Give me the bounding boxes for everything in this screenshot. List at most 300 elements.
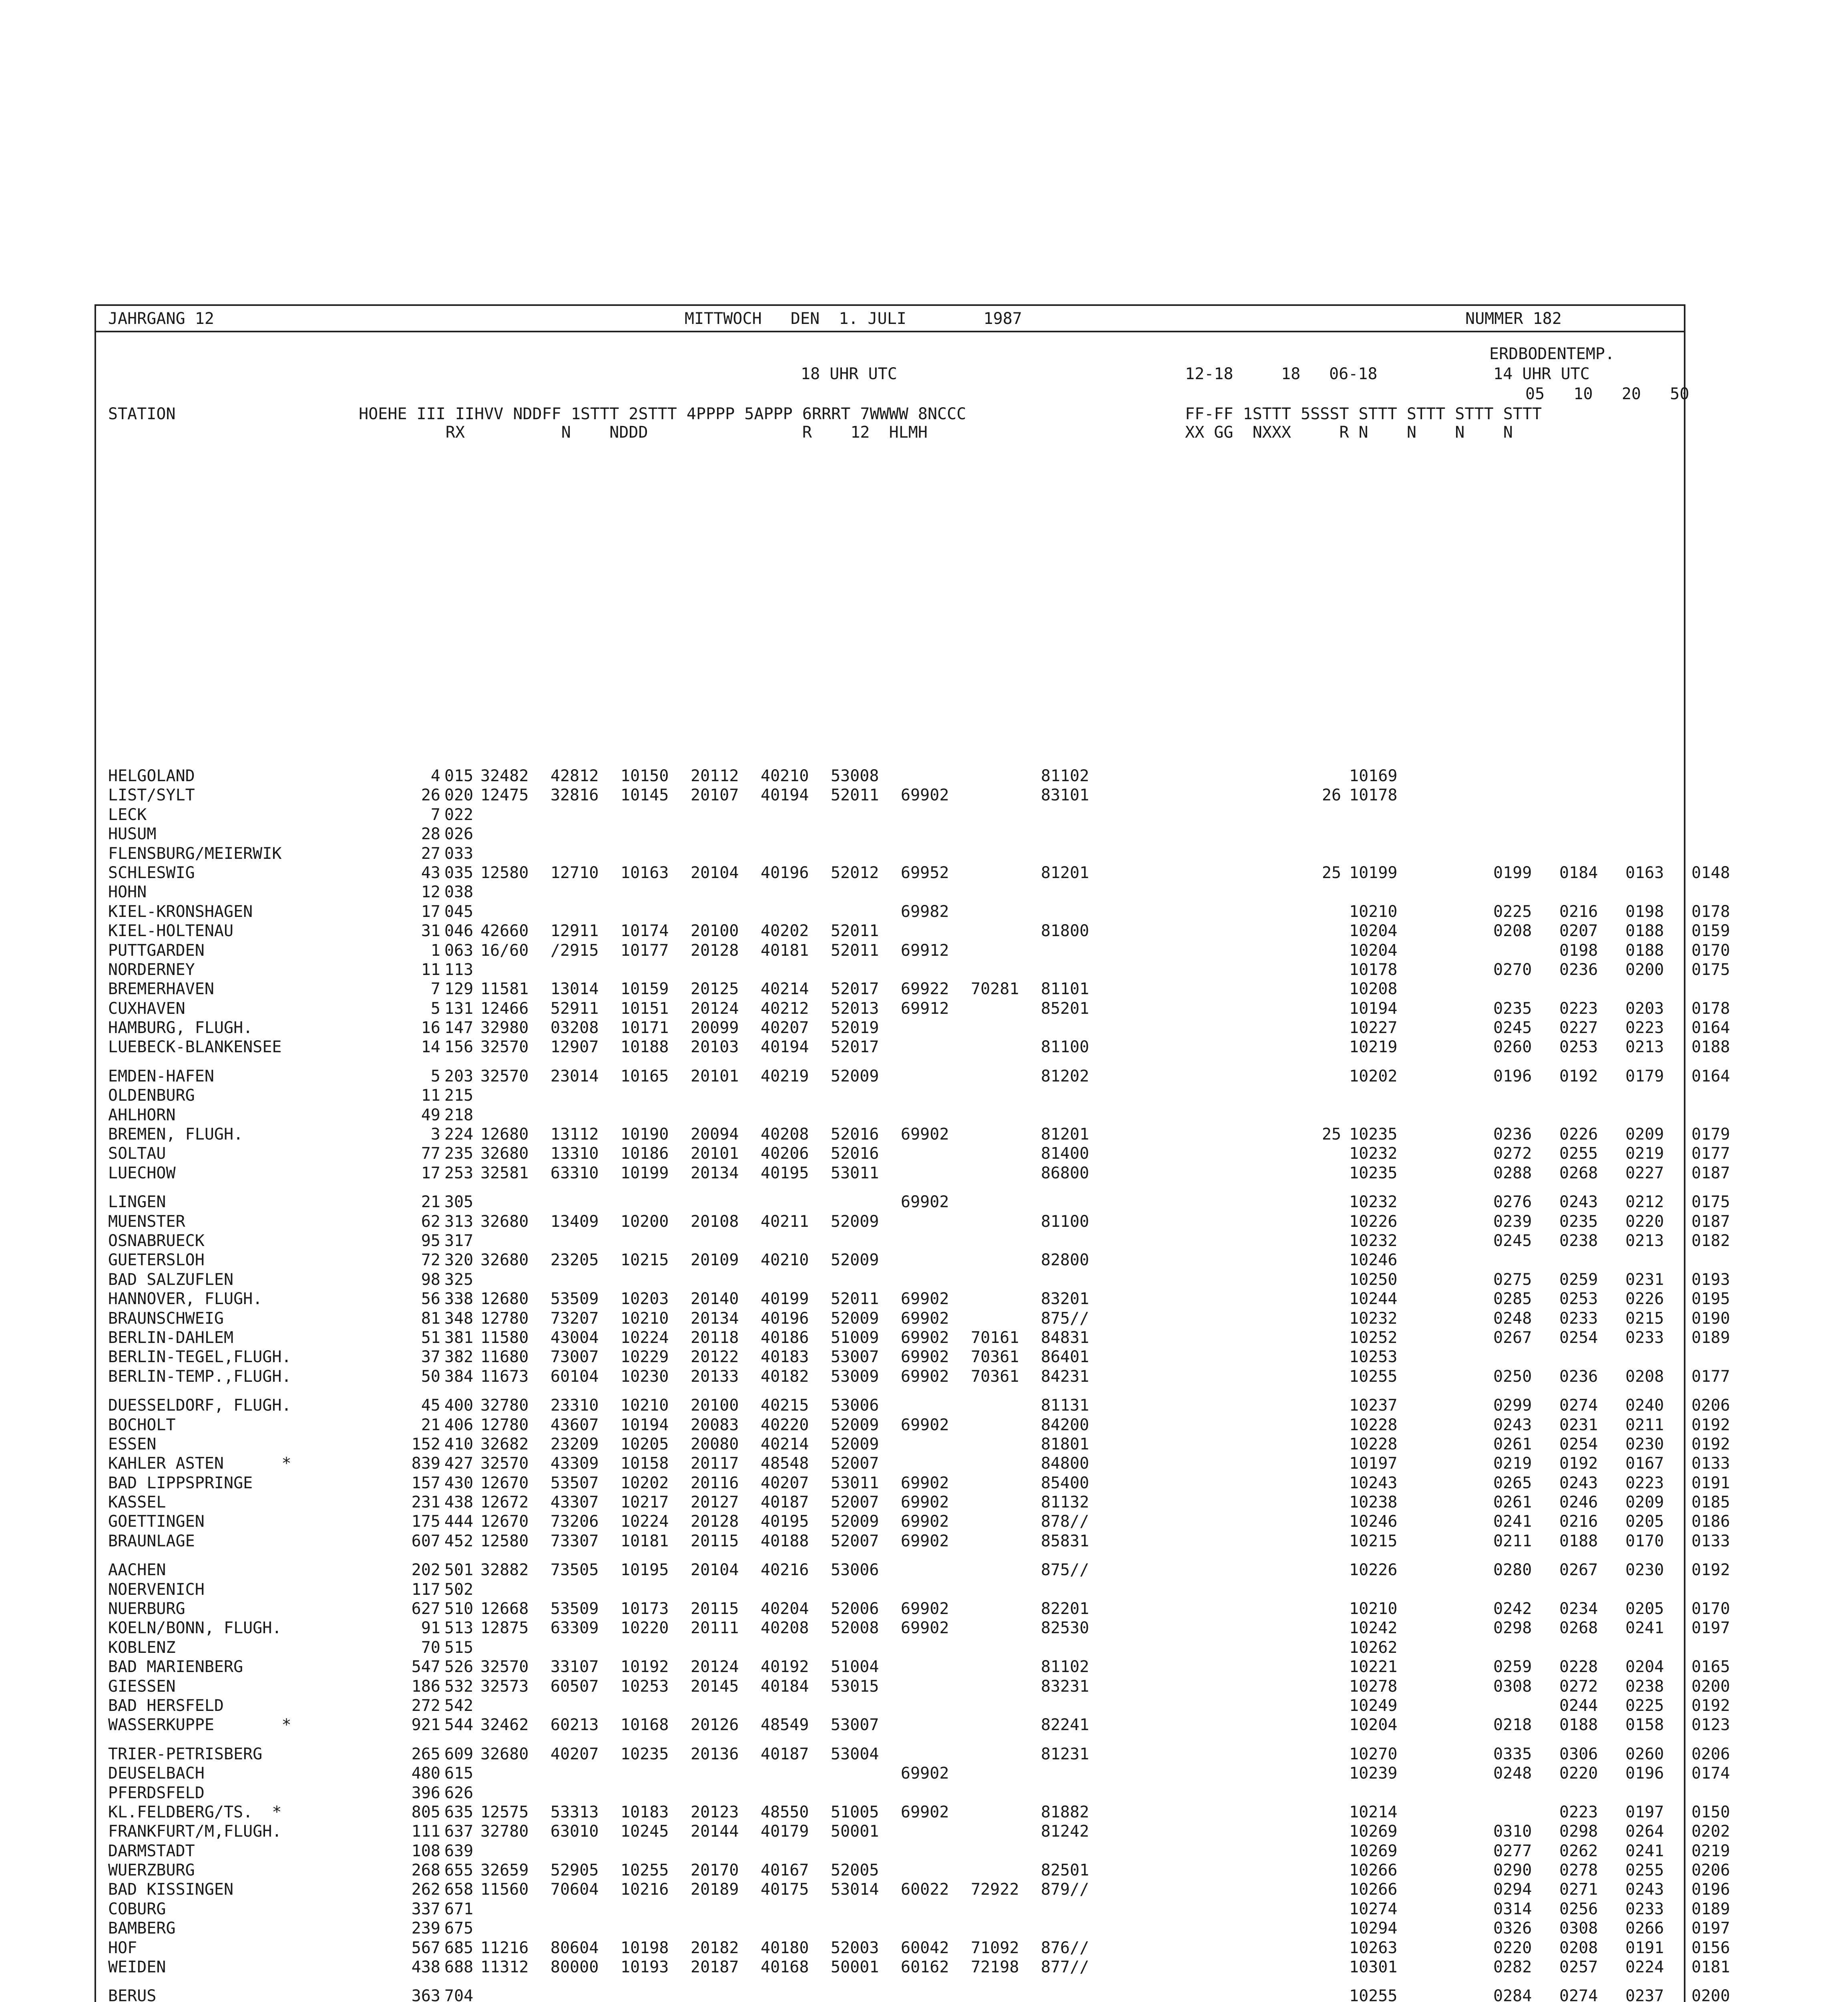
cell-b: 73307 <box>550 1532 599 1550</box>
cell-ff: 26 <box>1322 786 1341 805</box>
cell-d: 20124 <box>691 999 739 1018</box>
cell-s2: 0198 <box>1559 941 1598 960</box>
cell-a: 32980 <box>480 1019 529 1037</box>
cell-s1: 0220 <box>1493 1938 1532 1957</box>
cell-ts: 10243 <box>1349 1473 1398 1492</box>
cell-ts: 10237 <box>1349 1396 1398 1415</box>
cell-st: WEIDEN <box>108 1958 166 1977</box>
cell-ho: 56 <box>421 1290 440 1309</box>
cell-ts: 10270 <box>1349 1745 1398 1763</box>
cell-e: 40187 <box>761 1745 809 1763</box>
cell-s1: 0261 <box>1493 1493 1532 1512</box>
cell-ts: 10238 <box>1349 1493 1398 1512</box>
cell-i: 82201 <box>1041 1600 1089 1618</box>
cell-s3: 0215 <box>1625 1309 1664 1328</box>
cell-c: 10174 <box>621 922 669 941</box>
cell-d: 20107 <box>691 786 739 805</box>
cell-a: 32581 <box>480 1164 529 1182</box>
cell-s1: 0308 <box>1493 1677 1532 1696</box>
cell-ho: 70 <box>421 1638 440 1657</box>
cell-f: 53014 <box>831 1880 879 1899</box>
table-row <box>96 1677 1730 1696</box>
cell-s4: 0178 <box>1691 902 1730 921</box>
cell-g: 69902 <box>901 1328 949 1347</box>
cell-st: WUERZBURG <box>108 1861 195 1880</box>
cell-ts: 10232 <box>1349 1309 1398 1328</box>
cell-s3: 0198 <box>1625 902 1664 921</box>
cell-st: HAMBURG, FLUGH. <box>108 1019 253 1037</box>
cell-s1: 0211 <box>1493 1532 1532 1550</box>
cell-i: 878// <box>1041 1512 1089 1531</box>
cell-ho: 117 <box>411 1580 440 1599</box>
cell-st: NORDERNEY <box>108 960 195 979</box>
cell-s3: 0203 <box>1625 999 1664 1018</box>
cell-ho: 21 <box>421 1193 440 1212</box>
cell-st: BAD LIPPSPRINGE <box>108 1473 253 1492</box>
cell-iii: 609 <box>444 1745 474 1763</box>
cell-s4: 0164 <box>1691 1019 1730 1037</box>
cell-iii: 502 <box>444 1580 474 1599</box>
cell-s4: 0175 <box>1691 960 1730 979</box>
cell-s4: 0202 <box>1691 1822 1730 1841</box>
cell-e: 40214 <box>761 980 809 999</box>
cell-st: OLDENBURG <box>108 1086 195 1105</box>
cell-ts: 10266 <box>1349 1880 1398 1899</box>
cell-st: COBURG <box>108 1899 166 1918</box>
cell-b: 60213 <box>550 1716 599 1735</box>
cell-s2: 0255 <box>1559 1144 1598 1163</box>
cell-s4: 0165 <box>1691 1658 1730 1676</box>
cell-s3: 0230 <box>1625 1561 1664 1580</box>
cell-ts: 10249 <box>1349 1696 1398 1715</box>
cell-s4: 0170 <box>1691 941 1730 960</box>
cell-c: 10192 <box>621 1658 669 1676</box>
cell-st: PUTTGARDEN <box>108 941 205 960</box>
cell-e: 40180 <box>761 1938 809 1957</box>
cell-b: 03208 <box>550 1019 599 1037</box>
cell-ff: 25 <box>1322 1125 1341 1144</box>
table-row <box>96 1037 1730 1057</box>
cell-f: 50001 <box>831 1822 879 1841</box>
cell-e: 40216 <box>761 1561 809 1580</box>
cell-iii: 156 <box>444 1038 474 1057</box>
cell-s1: 0250 <box>1493 1367 1532 1386</box>
cell-f: 51004 <box>831 1658 879 1676</box>
cell-ts: 10210 <box>1349 902 1398 921</box>
table-row <box>96 1106 1684 1125</box>
cell-e: 40202 <box>761 922 809 941</box>
cell-st: BERLIN-DAHLEM <box>108 1328 234 1347</box>
cell-ts: 10178 <box>1349 786 1398 805</box>
cell-d: 20094 <box>691 1125 739 1144</box>
cell-ho: 152 <box>411 1435 440 1453</box>
table-row <box>96 1618 1730 1638</box>
cell-f: 53004 <box>831 1745 879 1763</box>
cell-a: 32462 <box>480 1716 529 1735</box>
cell-s4: 0164 <box>1691 1067 1730 1085</box>
cell-c: 10183 <box>621 1803 669 1821</box>
cell-c: 10215 <box>621 1251 669 1270</box>
cell-i: 81242 <box>1041 1822 1089 1841</box>
cell-b: 23014 <box>550 1067 599 1085</box>
cell-f: 53006 <box>831 1396 879 1415</box>
cell-d: 20170 <box>691 1861 739 1880</box>
cell-ff: 25 <box>1322 863 1341 882</box>
cell-iii: 305 <box>444 1193 474 1212</box>
cell-h: 70161 <box>971 1328 1019 1347</box>
cell-b: 13112 <box>550 1125 599 1144</box>
cell-iii: 515 <box>444 1638 474 1657</box>
cell-ho: 21 <box>421 1415 440 1434</box>
table-row <box>96 1803 1730 1822</box>
cell-ho: 72 <box>421 1251 440 1270</box>
cell-iii: 026 <box>444 825 474 844</box>
cell-f: 52008 <box>831 1619 879 1638</box>
cell-iii: 544 <box>444 1716 474 1735</box>
cell-d: 20108 <box>691 1212 739 1231</box>
cell-iii: 022 <box>444 805 474 824</box>
cell-f: 51005 <box>831 1803 879 1821</box>
cell-i: 879// <box>1041 1880 1089 1899</box>
cell-g: 60162 <box>901 1958 949 1977</box>
cell-ts: 10294 <box>1349 1919 1398 1938</box>
cell-s4: 0206 <box>1691 1745 1730 1763</box>
cell-ts: 10204 <box>1349 941 1398 960</box>
table-row <box>96 844 1684 863</box>
cell-h: 72922 <box>971 1880 1019 1899</box>
cell-e: 40207 <box>761 1473 809 1492</box>
cell-a: 12780 <box>480 1309 529 1328</box>
cell-ts: 10266 <box>1349 1861 1398 1880</box>
cell-e: 40194 <box>761 1038 809 1057</box>
cell-st: KL.FELDBERG/TS. * <box>108 1803 282 1821</box>
cell-g: 69902 <box>901 1309 949 1328</box>
table-row <box>96 1415 1730 1435</box>
cell-i: 83231 <box>1041 1677 1089 1696</box>
cell-d: 20127 <box>691 1493 739 1512</box>
cell-e: 40182 <box>761 1367 809 1386</box>
cell-s2: 0216 <box>1559 1512 1598 1531</box>
cell-s1: 0248 <box>1493 1764 1532 1783</box>
cell-ho: 28 <box>421 825 440 844</box>
cell-s4: 0187 <box>1691 1164 1730 1182</box>
cell-iii: 526 <box>444 1658 474 1676</box>
cell-c: 10203 <box>621 1290 669 1309</box>
cell-iii: 438 <box>444 1493 474 1512</box>
cell-s1: 0243 <box>1493 1415 1532 1434</box>
cell-d: 20115 <box>691 1600 739 1618</box>
cell-a: 12466 <box>480 999 529 1018</box>
cell-b: 13014 <box>550 980 599 999</box>
cell-ho: 3 <box>430 1125 440 1144</box>
cell-ho: 50 <box>421 1367 440 1386</box>
cell-st: MUENSTER <box>108 1212 185 1231</box>
cell-e: 40168 <box>761 1958 809 1977</box>
cell-i: 83201 <box>1041 1290 1089 1309</box>
cell-iii: 045 <box>444 902 474 921</box>
cell-g: 69902 <box>901 1193 949 1212</box>
table-row <box>96 882 1684 902</box>
cell-s1: 0267 <box>1493 1328 1532 1347</box>
cell-g: 69902 <box>901 1532 949 1550</box>
cell-st: HUSUM <box>108 825 157 844</box>
cell-f: 52009 <box>831 1415 879 1434</box>
cell-i: 82501 <box>1041 1861 1089 1880</box>
cell-s2: 0216 <box>1559 902 1598 921</box>
cell-d: 20122 <box>691 1348 739 1367</box>
cell-d: 20101 <box>691 1144 739 1163</box>
cell-c: 10205 <box>621 1435 669 1453</box>
cell-s1: 0218 <box>1493 1716 1532 1735</box>
cell-ts: 10228 <box>1349 1435 1398 1453</box>
cell-ho: 62 <box>421 1212 440 1231</box>
cell-s4: 0189 <box>1691 1899 1730 1918</box>
cell-g: 60022 <box>901 1880 949 1899</box>
cell-s3: 0200 <box>1625 960 1664 979</box>
cell-d: 20134 <box>691 1164 739 1182</box>
erdbodentemp-label: ERDBODENTEMP. <box>1489 345 1615 363</box>
station-table <box>96 766 1730 2002</box>
cell-h: 72198 <box>971 1958 1019 1977</box>
cell-e: 40184 <box>761 1677 809 1696</box>
cell-iii: 035 <box>444 863 474 882</box>
cell-i: 86401 <box>1041 1348 1089 1367</box>
cell-s3: 0212 <box>1625 1193 1664 1212</box>
table-row <box>96 1919 1730 1938</box>
cell-f: 53006 <box>831 1561 879 1580</box>
cell-iii: 015 <box>444 767 474 785</box>
cell-d: 20111 <box>691 1619 739 1638</box>
cell-f: 53011 <box>831 1473 879 1492</box>
cell-ho: 239 <box>411 1919 440 1938</box>
cell-iii: 382 <box>444 1348 474 1367</box>
cell-s3: 0170 <box>1625 1532 1664 1550</box>
cell-ho: 396 <box>411 1783 440 1802</box>
cell-ho: 805 <box>411 1803 440 1821</box>
cell-s4: 0193 <box>1691 1270 1730 1289</box>
cell-iii: 637 <box>444 1822 474 1841</box>
cell-g: 69982 <box>901 902 949 921</box>
cell-st: LINGEN <box>108 1193 166 1212</box>
cell-c: 10150 <box>621 767 669 785</box>
cell-iii: 410 <box>444 1435 474 1453</box>
cell-a: 12780 <box>480 1415 529 1434</box>
cell-s1: 0260 <box>1493 1038 1532 1057</box>
cell-iii: 348 <box>444 1309 474 1328</box>
cell-iii: 513 <box>444 1619 474 1638</box>
cell-s2: 0238 <box>1559 1231 1598 1250</box>
table-row <box>96 1580 1684 1599</box>
cell-s2: 0207 <box>1559 922 1598 941</box>
cell-iii: 406 <box>444 1415 474 1434</box>
cell-a: 32780 <box>480 1822 529 1841</box>
cell-c: 10186 <box>621 1144 669 1163</box>
cell-c: 10198 <box>621 1938 669 1957</box>
cell-s4: 0191 <box>1691 1473 1730 1492</box>
cell-a: 32680 <box>480 1251 529 1270</box>
cell-s1: 0275 <box>1493 1270 1532 1289</box>
cell-s3: 0219 <box>1625 1144 1664 1163</box>
cell-g: 69902 <box>901 1415 949 1434</box>
cell-st: ESSEN <box>108 1435 157 1453</box>
cell-d: 20145 <box>691 1677 739 1696</box>
cell-st: TRIER-PETRISBERG <box>108 1745 263 1763</box>
cell-ho: 11 <box>421 960 440 979</box>
cell-i: 81400 <box>1041 1144 1089 1163</box>
cell-d: 20123 <box>691 1803 739 1821</box>
cell-b: 43607 <box>550 1415 599 1434</box>
cell-i: 84231 <box>1041 1367 1089 1386</box>
cell-iii: 046 <box>444 922 474 941</box>
cell-s4: 0189 <box>1691 1328 1730 1347</box>
cell-s4: 0197 <box>1691 1919 1730 1938</box>
cell-iii: 320 <box>444 1251 474 1270</box>
cell-ts: 10244 <box>1349 1290 1398 1309</box>
cell-c: 10224 <box>621 1512 669 1531</box>
cell-ho: 108 <box>411 1841 440 1860</box>
cell-e: 40167 <box>761 1861 809 1880</box>
cell-s2: 0236 <box>1559 1367 1598 1386</box>
cell-ho: 7 <box>430 805 440 824</box>
cell-s1: 0290 <box>1493 1861 1532 1880</box>
cell-s2: 0228 <box>1559 1658 1598 1676</box>
cell-ho: 81 <box>421 1309 440 1328</box>
cell-ho: 37 <box>421 1348 440 1367</box>
cell-i: 81102 <box>1041 1658 1089 1676</box>
table-row <box>96 1192 1730 1212</box>
cell-s2: 0308 <box>1559 1919 1598 1938</box>
cell-iii: 033 <box>444 844 474 863</box>
cell-i: 875// <box>1041 1561 1089 1580</box>
cell-ho: 77 <box>421 1144 440 1163</box>
cell-c: 10229 <box>621 1348 669 1367</box>
cell-ts: 10219 <box>1349 1038 1398 1057</box>
cell-f: 52011 <box>831 786 879 805</box>
cell-e: 40206 <box>761 1144 809 1163</box>
cell-ho: 31 <box>421 922 440 941</box>
table-row <box>96 1841 1730 1861</box>
cell-s3: 0208 <box>1625 1367 1664 1386</box>
cell-s2: 0274 <box>1559 1987 1598 2002</box>
table-row <box>96 1986 1730 2002</box>
cell-iii: 400 <box>444 1396 474 1415</box>
cell-ho: 95 <box>421 1231 440 1250</box>
cell-ho: 17 <box>421 1164 440 1182</box>
cell-s4: 0196 <box>1691 1880 1730 1899</box>
cell-ts: 10232 <box>1349 1144 1398 1163</box>
cell-c: 10168 <box>621 1716 669 1735</box>
cell-s4: 0219 <box>1691 1841 1730 1860</box>
cell-f: 52011 <box>831 922 879 941</box>
cell-s3: 0237 <box>1625 1987 1664 2002</box>
cell-h: 70361 <box>971 1348 1019 1367</box>
cell-ho: 363 <box>411 1987 440 2002</box>
cell-e: 40196 <box>761 1309 809 1328</box>
cell-c: 10193 <box>621 1958 669 1977</box>
cell-a: 42660 <box>480 922 529 941</box>
cell-st: BERLIN-TEGEL,FLUGH. <box>108 1348 291 1367</box>
cell-st: GUETERSLOH <box>108 1251 205 1270</box>
cell-i: 81100 <box>1041 1212 1089 1231</box>
cell-d: 20100 <box>691 922 739 941</box>
table-row <box>96 1938 1730 1958</box>
cell-b: 63010 <box>550 1822 599 1841</box>
table-row <box>96 786 1684 805</box>
cell-st: BAMBERG <box>108 1919 176 1938</box>
cell-s1: 0284 <box>1493 1987 1532 2002</box>
table-row <box>96 1657 1730 1676</box>
table-row <box>96 1861 1730 1880</box>
cell-iii: 444 <box>444 1512 474 1531</box>
cell-iii: 131 <box>444 999 474 1018</box>
cell-c: 10173 <box>621 1600 669 1618</box>
cell-c: 10194 <box>621 1415 669 1434</box>
cell-s1: 0276 <box>1493 1193 1532 1212</box>
cell-s3: 0238 <box>1625 1677 1664 1696</box>
cell-s1: 0236 <box>1493 1125 1532 1144</box>
cell-e: 40192 <box>761 1658 809 1676</box>
cell-s4: 0177 <box>1691 1367 1730 1386</box>
table-row <box>96 1512 1730 1531</box>
cell-ho: 268 <box>411 1861 440 1880</box>
table-row <box>96 1764 1730 1783</box>
cell-st: DEUSELBACH <box>108 1764 205 1783</box>
cell-g: 69902 <box>901 1290 949 1309</box>
cell-ho: 265 <box>411 1745 440 1763</box>
table-row <box>96 902 1730 921</box>
cell-b: 23209 <box>550 1435 599 1453</box>
cell-ho: 337 <box>411 1899 440 1918</box>
cell-s1: 0219 <box>1493 1454 1532 1473</box>
cell-i: 82241 <box>1041 1716 1089 1735</box>
cell-c: 10255 <box>621 1861 669 1880</box>
cell-s4: 0188 <box>1691 1038 1730 1057</box>
cell-b: 53507 <box>550 1473 599 1492</box>
cell-st: HELGOLAND <box>108 767 195 785</box>
cell-ts: 10227 <box>1349 1019 1398 1037</box>
cell-ho: 98 <box>421 1270 440 1289</box>
cell-s4: 0192 <box>1691 1561 1730 1580</box>
cell-b: 12911 <box>550 922 599 941</box>
cell-iii: 224 <box>444 1125 474 1144</box>
table-row <box>96 1493 1730 1512</box>
cell-iii: 313 <box>444 1212 474 1231</box>
table-row <box>96 999 1730 1018</box>
cell-g: 69902 <box>901 1764 949 1783</box>
uhr18-label: 18 UHR UTC <box>801 365 897 383</box>
cell-s4: 0170 <box>1691 1600 1730 1618</box>
cell-s2: 0268 <box>1559 1619 1598 1638</box>
cell-i: 81231 <box>1041 1745 1089 1763</box>
cell-b: 43004 <box>550 1328 599 1347</box>
cell-ts: 10235 <box>1349 1164 1398 1182</box>
table-row <box>96 1899 1730 1919</box>
cell-s4: 0186 <box>1691 1512 1730 1531</box>
cell-d: 20104 <box>691 863 739 882</box>
cell-b: 52905 <box>550 1861 599 1880</box>
cell-i: 84200 <box>1041 1415 1089 1434</box>
cell-ts: 10263 <box>1349 1938 1398 1957</box>
cell-ho: 91 <box>421 1619 440 1638</box>
cell-d: 20115 <box>691 1532 739 1550</box>
cell-iii: 658 <box>444 1880 474 1899</box>
cell-s2: 0188 <box>1559 1716 1598 1735</box>
cell-s1: 0272 <box>1493 1144 1532 1163</box>
cell-f: 50001 <box>831 1958 879 1977</box>
cell-iii: 338 <box>444 1290 474 1309</box>
cell-iii: 020 <box>444 786 474 805</box>
cell-ho: 547 <box>411 1658 440 1676</box>
